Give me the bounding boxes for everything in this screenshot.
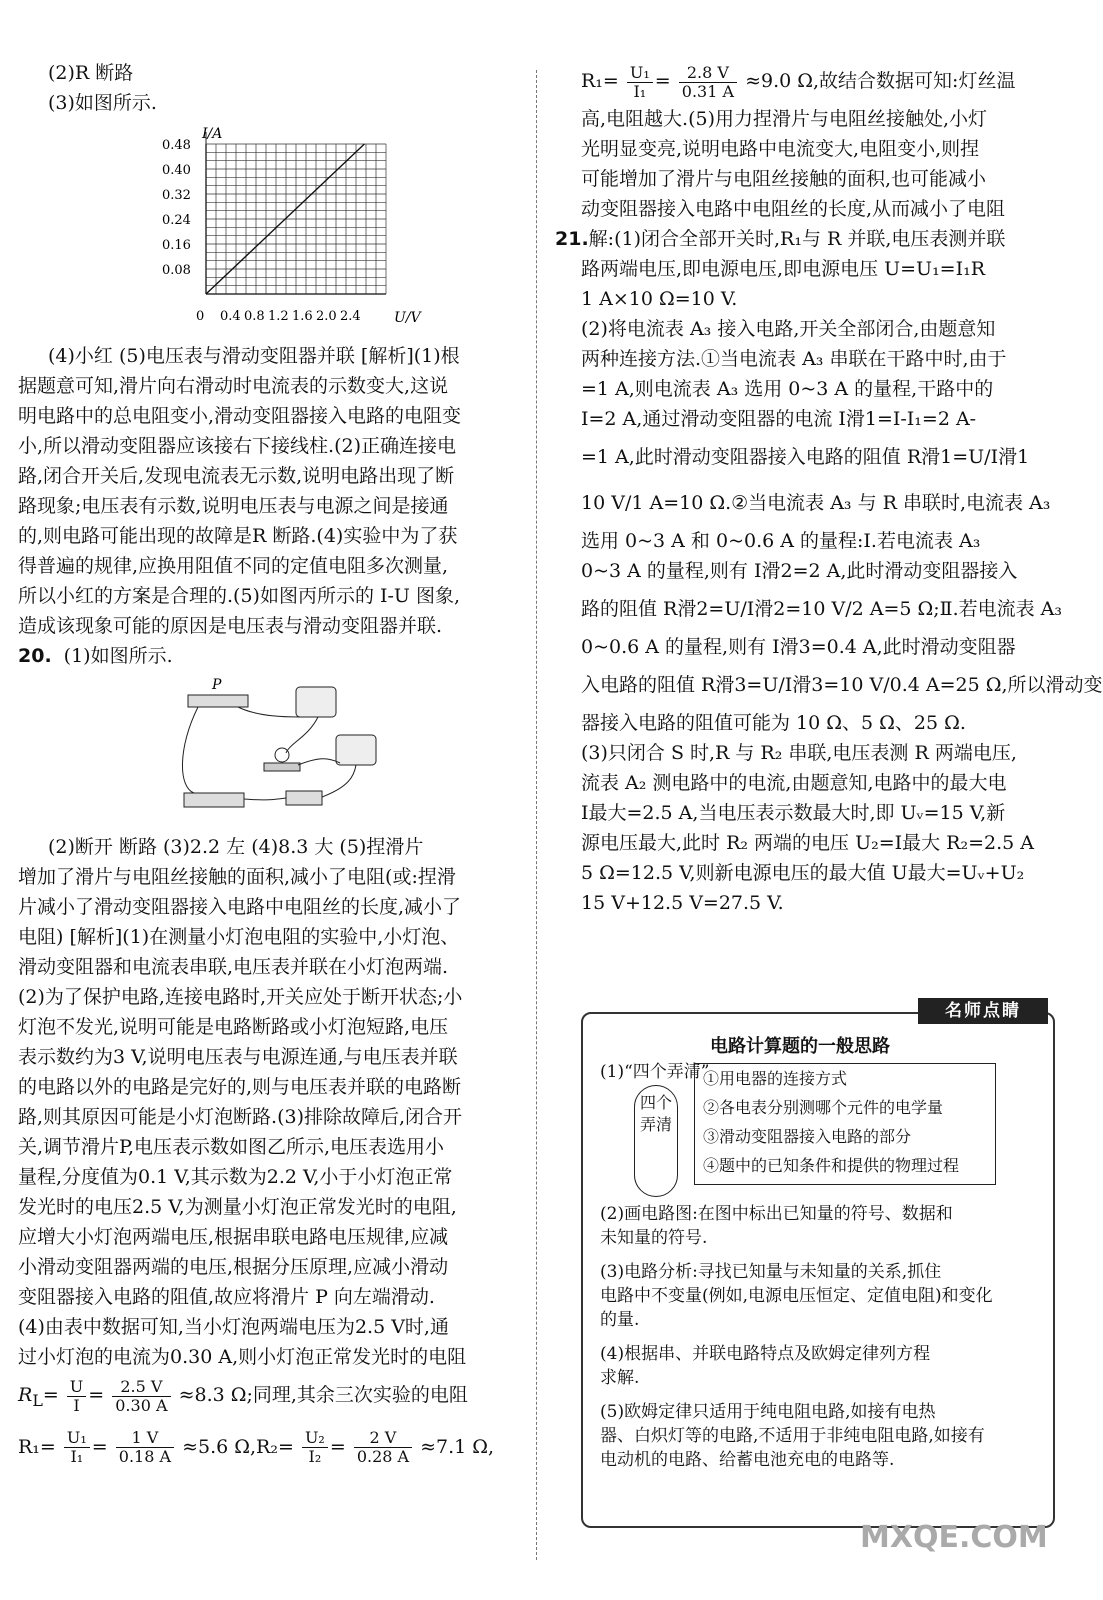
tip-step-1: (1)“四个弄清” <box>600 1062 710 1082</box>
eq-text: R₁= <box>581 70 619 92</box>
answer-21-line: 入电路的阻值 R滑3=U/I滑3=10 V/0.4 A=25 Ω,所以滑动变 <box>581 674 1103 696</box>
analysis-20-line: 关,调节滑片P,电压表示数如图乙所示,电压表选用小 <box>18 1136 445 1158</box>
y-tick-label: 0.16 <box>162 238 191 253</box>
tip-line: (4)根据串、并联电路特点及欧姆定律列方程 <box>600 1344 931 1364</box>
tip-body <box>600 1202 993 1472</box>
analysis-19-line: 所以小红的方案是合理的.(5)如图丙所示的 I-U 图象, <box>18 585 461 607</box>
answer-21-line: (3)只闭合 S 时,R 与 R₂ 串联,电压表测 R 两端电压, <box>581 742 1017 764</box>
analysis-20 <box>18 832 518 1372</box>
answer-21-line: =1 A,则电流表 A₃ 选用 0~3 A 的量程,干路中的 <box>581 378 994 400</box>
answer-21-line: 路的阻值 R滑2=U/I滑2=10 V/2 A=5 Ω;Ⅱ.若电流表 A₃ <box>581 598 1063 620</box>
y-tick-label: 0.48 <box>162 138 191 153</box>
circuit-diagram <box>178 677 388 817</box>
analysis-19 <box>18 341 518 641</box>
answer-21-line: 15 V+12.5 V=27.5 V. <box>581 892 784 914</box>
four-clarify-label: 四个弄清 <box>634 1085 678 1197</box>
analysis-20-line: 动变阻器接入电路中电阻丝的长度,从而减小了电阻 <box>581 198 1006 220</box>
eq-text: ≈5.6 Ω,R₂= <box>182 1435 294 1458</box>
tip-line: 未知量的符号. <box>600 1228 708 1248</box>
four-clarify-item: ③滑动变阻器接入电路的部分 <box>703 1127 912 1146</box>
answer-21-line: 1 A×10 Ω=10 V. <box>581 288 738 310</box>
equation-rl: $R_L=$ $\frac{U}{I}$ = $\frac{2.5 V}{0.30 A}$ ≈8.3 Ω;同理,其余三次实验的电阻 <box>18 1376 468 1415</box>
column-divider <box>536 70 537 1560</box>
answer-19-2: (2)R 断路 <box>48 62 134 84</box>
analysis-20-line: 变阻器接入电路的阻值,故应将滑片 P 向左端滑动. <box>18 1286 435 1308</box>
tip-line: (3)电路分析:寻找已知量与未知量的关系,抓住 <box>600 1262 942 1282</box>
i-u-graph <box>158 126 421 326</box>
analysis-20-line: 过小灯泡的电流为0.30 A,则小灯泡正常发光时的电阻 <box>18 1346 467 1368</box>
ammeter <box>296 687 336 717</box>
tip-title: 电路计算题的一般思路 <box>710 1036 890 1057</box>
tip-line: 器、白炽灯等的电路,不适用于非纯电阻电路,如接有 <box>600 1426 985 1446</box>
four-clarify-item: ②各电表分别测哪个元件的电学量 <box>703 1098 944 1117</box>
answer-19-3: (3)如图所示. <box>48 92 157 114</box>
y-tick-label: 0.40 <box>162 163 191 178</box>
fraction: $\frac{U}{I}$ <box>67 1378 86 1415</box>
battery <box>184 793 244 807</box>
analysis-19-line: 据题意可知,滑片向右滑动时电流表的示数变大,这说 <box>18 375 449 397</box>
analysis-20-line: 应增大小灯泡两端电压,根据串联电路电压规律,应减 <box>18 1226 449 1248</box>
watermark: MXQE.COM <box>860 1520 1048 1555</box>
answer-21-line: 5 Ω=12.5 V,则新电源电压的最大值 U最大=Uᵥ+U₂ <box>581 862 1025 884</box>
question-number: 21. <box>555 228 589 250</box>
answer-21-line: 两种连接方法.①当电流表 A₃ 串联在干路中时,由于 <box>581 348 1007 370</box>
answer-21-line: 流表 A₂ 测电路中的电流,由题意知,电路中的最大电 <box>581 772 1007 794</box>
y-tick-label: 0.08 <box>162 263 191 278</box>
graph-ylabel: I/A <box>202 126 223 142</box>
analysis-19-line: 的,则电路可能出现的故障是R 断路.(4)实验中为了获 <box>18 525 458 547</box>
eq-text: ≈8.3 Ω;同理,其余三次实验的电阻 <box>178 1384 468 1406</box>
lamp <box>275 748 289 762</box>
x-tick-label: 0.8 <box>244 309 265 324</box>
eq-symbol: R <box>18 1384 33 1406</box>
analysis-20-line: 光明显变亮,说明电路中电流变大,电阻变小,则捏 <box>581 138 980 160</box>
analysis-20-line: (2)断开 断路 (3)2.2 左 (4)8.3 大 (5)捏滑片 <box>48 836 424 858</box>
answer-21-line: 器接入电路的阻值可能为 10 Ω、5 Ω、25 Ω. <box>581 712 966 734</box>
answer-21-line: 源电压最大,此时 R₂ 两端的电压 U₂=I最大 R₂=2.5 A <box>581 832 1034 854</box>
answer-21-line: 路两端电压,即电源电压,即电源电压 U=U₁=I₁R <box>581 258 986 280</box>
x-tick-label: 0 <box>196 309 205 324</box>
fraction: $\frac{2 V}{0.28 A}$ <box>354 1429 412 1466</box>
answer-21-line: I最大=2.5 A,当电压表示数最大时,即 Uᵥ=15 V,新 <box>581 802 1006 824</box>
analysis-20-line: 路,则其原因可能是小灯泡断路.(3)排除故障后,闭合开 <box>18 1106 463 1128</box>
analysis-19-line: 路现象;电压表有示数,说明电压表与电源之间是接通 <box>18 495 449 517</box>
answer-21-line: 选用 0~3 A 和 0~0.6 A 的量程:Ⅰ.若电流表 A₃ <box>581 530 981 552</box>
answer-21-line: 10 V/1 A=10 Ω.②当电流表 A₃ 与 R 串联时,电流表 A₃ <box>581 492 1051 514</box>
analysis-20-line: 高,电阻越大.(5)用力捏滑片与电阻丝接触处,小灯 <box>581 108 988 130</box>
tip-line: 电动机的电路、给蓄电池充电的电路等. <box>600 1450 895 1470</box>
tip-line: (2)画电路图:在图中标出已知量的符号、数据和 <box>600 1204 953 1224</box>
question-number: 20. <box>18 645 52 667</box>
graph-xlabel: U/V <box>394 310 421 326</box>
answer-21 <box>555 254 1103 918</box>
analysis-19-line: 造成该现象可能的原因是电压表与滑动变阻器并联. <box>18 615 443 637</box>
y-tick-label: 0.24 <box>162 213 191 228</box>
analysis-20-line: (2)为了保护电路,连接电路时,开关应处于断开状态;小 <box>18 986 463 1008</box>
analysis-20-line: 片减小了滑动变阻器接入电路中电阻丝的长度,减小了 <box>18 896 462 918</box>
analysis-19-line: 路,闭合开关后,发现电流表无示数,说明电路出现了断 <box>18 465 455 487</box>
four-clarify-list <box>694 1063 996 1185</box>
question-20-header <box>18 641 518 671</box>
analysis-20-line: 发光时的电压2.5 V,为测量小灯泡正常发光时的电阻, <box>18 1196 457 1218</box>
analysis-20-line: (4)由表中数据可知,当小灯泡两端电压为2.5 V时,通 <box>18 1316 449 1338</box>
right-column <box>555 58 1103 918</box>
answer-21-line: =1 A,此时滑动变阻器接入电路的阻值 R滑1=U/I滑1 <box>581 446 1030 468</box>
answer-21-line: I=2 A,通过滑动变阻器的电流 I滑1=I-I₁=2 A- <box>581 408 977 430</box>
analysis-20-line: 表示数约为3 V,说明电压表与电源连通,与电压表并联 <box>18 1046 458 1068</box>
equation-r1-r2: R₁= $\frac{\text{U₁}}{\text{I₁}}$ = $\frac{1 V}{0.18 A}$ ≈5.6 Ω,R₂= $\frac{\text{U₂}}{\text{I₂}}$ = $\frac{2 V}{0.28 A}$ ≈7.1 Ω, <box>18 1428 495 1467</box>
voltmeter <box>336 735 376 765</box>
tip-line: 电路中不变量(例如,电源电压恒定、定值电阻)和变化 <box>600 1286 993 1306</box>
eq-text: R₁= <box>18 1435 56 1458</box>
analysis-19-line: 小,所以滑动变阻器应该接右下接线柱.(2)正确连接电 <box>18 435 456 457</box>
eq-text: ≈7.1 Ω, <box>420 1435 495 1458</box>
x-tick-label: 0.4 <box>220 309 241 324</box>
analysis-20-line: 可能增加了滑片与电阻丝接触的面积,也可能减小 <box>581 168 987 190</box>
answer-20-1: (1)如图所示. <box>63 645 173 667</box>
tip-line: 的量. <box>600 1310 640 1330</box>
fraction: $\frac{\text{U₂}}{\text{I₂}}$ <box>302 1429 328 1466</box>
fraction: $\frac{\text{U₁}}{\text{I₁}}$ <box>627 64 653 101</box>
lamp-base <box>264 763 300 771</box>
analysis-20-continued <box>555 104 1045 224</box>
analysis-20-line: 灯泡不发光,说明可能是电路断路或小灯泡短路,电压 <box>18 1016 449 1038</box>
four-clarify-item: ④题中的已知条件和提供的物理过程 <box>703 1156 960 1175</box>
eq-text: ≈9.0 Ω,故结合数据可知:灯丝温 <box>745 70 1016 92</box>
analysis-19-line: 明电路中的总电阻变小,滑动变阻器接入电路的电阻变 <box>18 405 462 427</box>
analysis-20-line: 的电路以外的电路是完好的,则与电压表并联的电路断 <box>18 1076 462 1098</box>
rheostat <box>188 695 248 707</box>
equation-r3: R₁= $\frac{\text{U₁}}{\text{I₁}}$ = $\frac{2.8 V}{0.31 A}$ ≈9.0 Ω,故结合数据可知:灯丝温 <box>581 62 1016 101</box>
x-tick-label: 2.4 <box>340 309 361 324</box>
answer-21-line: 0~3 A 的量程,则有 I滑2=2 A,此时滑动变阻器接入 <box>581 560 1018 582</box>
switch <box>286 791 322 805</box>
x-tick-label: 1.2 <box>268 309 289 324</box>
answer-21-line: 0~0.6 A 的量程,则有 I滑3=0.4 A,此时滑动变阻器 <box>581 636 1016 658</box>
analysis-20-line: 电阻) [解析](1)在测量小灯泡电阻的实验中,小灯泡、 <box>18 926 460 948</box>
analysis-19-line: 得普遍的规律,应换用阻值不同的定值电阻多次测量, <box>18 555 449 577</box>
answer-21-line: (2)将电流表 A₃ 接入电路,开关全部闭合,由题意知 <box>581 318 996 340</box>
analysis-20-line: 滑动变阻器和电流表串联,电压表并联在小灯泡两端. <box>18 956 449 978</box>
x-tick-label: 1.6 <box>292 309 313 324</box>
tip-line: (5)欧姆定律只适用于纯电阻电路,如接有电热 <box>600 1402 936 1422</box>
analysis-19-line: (4)小红 (5)电压表与滑动变阻器并联 [解析](1)根 <box>48 345 460 367</box>
x-tick-label: 2.0 <box>316 309 337 324</box>
answer-21-line: 解:(1)闭合全部开关时,R₁与 R 并联,电压表测并联 <box>588 228 1006 250</box>
tip-line: 求解. <box>600 1368 640 1388</box>
slider-label: P <box>212 677 222 693</box>
tip-badge: 名师点睛 <box>918 998 1048 1024</box>
y-tick-label: 0.32 <box>162 188 191 203</box>
analysis-20-line: 增加了滑片与电阻丝接触的面积,减小了电阻(或:捏滑 <box>18 866 456 888</box>
analysis-20-line: 小滑动变阻器两端的电压,根据分压原理,应减小滑动 <box>18 1256 449 1278</box>
fraction: $\frac{2.8 V}{0.31 A}$ <box>679 64 737 101</box>
fraction: $\frac{1 V}{0.18 A}$ <box>116 1429 174 1466</box>
question-21-header <box>555 224 1045 254</box>
left-column <box>18 58 518 1470</box>
fraction: $\frac{\text{U₁}}{\text{I₁}}$ <box>64 1429 90 1466</box>
four-clarify-item: ①用电器的连接方式 <box>703 1069 848 1088</box>
analysis-20-line: 量程,分度值为0.1 V,其示数为2.2 V,小于小灯泡正常 <box>18 1166 453 1188</box>
fraction: $\frac{2.5 V}{0.30 A}$ <box>112 1378 170 1415</box>
